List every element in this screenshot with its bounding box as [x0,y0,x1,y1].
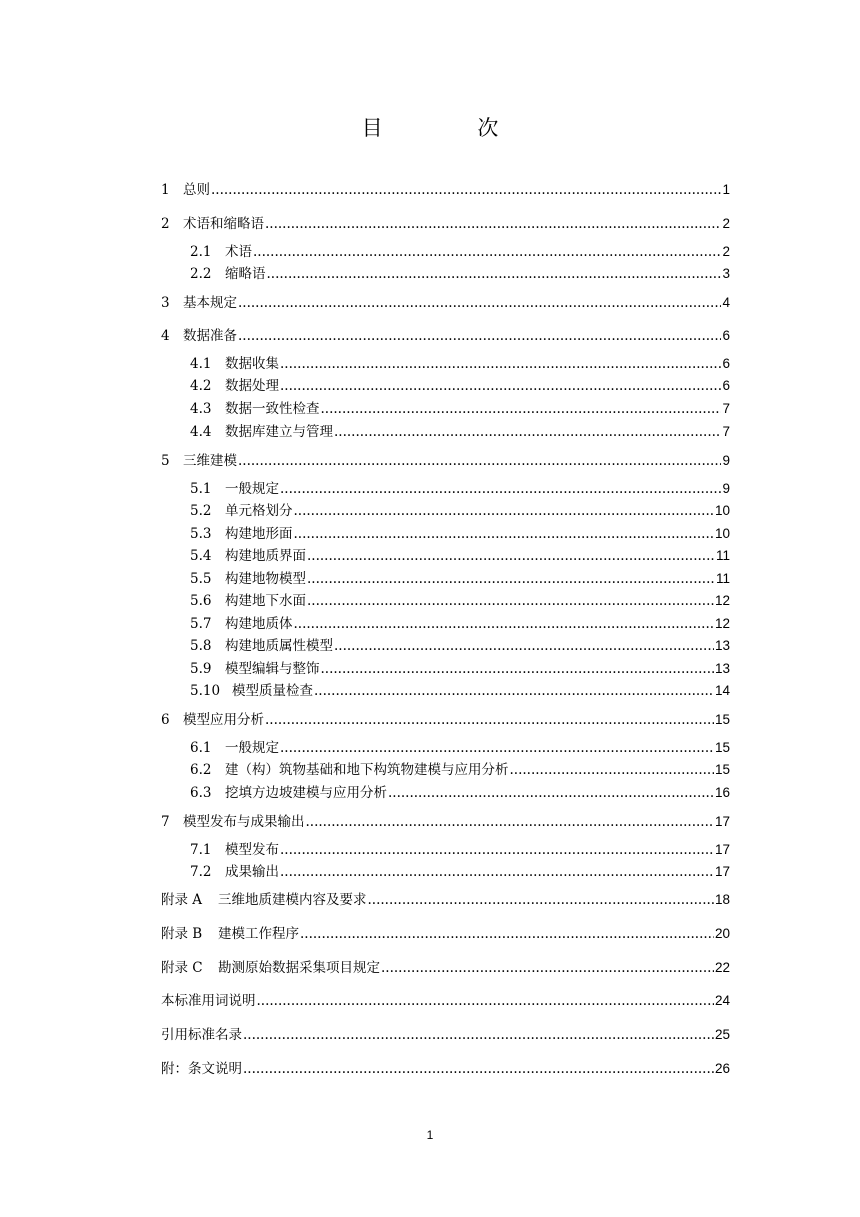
toc-entry-label: 成果输出 [225,864,279,880]
toc-entry[interactable] [190,681,730,701]
toc-entry-page: 7 [722,424,730,439]
toc-entry-page: 17 [714,842,730,857]
toc-entry-page: 12 [714,593,730,608]
dot-leader [280,354,721,374]
toc-entry[interactable] [190,264,730,284]
toc-entry-label: 构建地下水面 [225,593,306,609]
toc-entry-number: 5.7 [190,616,212,632]
toc-entry[interactable] [161,214,730,234]
toc-entry-number: 4.2 [190,378,212,394]
toc-entry[interactable] [190,546,730,566]
toc-entry-number: 5.5 [190,571,212,587]
toc-entry-page: 4 [722,295,730,310]
toc-entry-number: 5.2 [190,503,212,519]
toc-entry-number: 1 [161,182,170,198]
toc-entry-label: 总则 [183,182,210,198]
toc-entry-page: 17 [714,864,730,879]
toc-entry-page: 3 [722,266,730,281]
toc-entry-label: 建模工作程序 [218,926,299,942]
toc-entry-number: 5.3 [190,526,212,542]
toc-entry-number: 5.10 [190,683,221,699]
toc-entry-number: 6.1 [190,740,212,756]
toc-entry[interactable] [161,710,730,730]
toc-entry-page: 15 [714,712,730,727]
toc-entry-label: 缩略语 [225,266,266,282]
toc-entry-number: 7.1 [190,842,212,858]
toc-entry-number: 4 [161,328,170,344]
toc-entry[interactable] [190,501,730,521]
toc-entry-label: 模型发布与成果输出 [183,814,305,830]
dot-leader [300,924,714,944]
page-number: 1 [426,1128,434,1142]
dot-leader [294,524,714,544]
toc-entry-page: 6 [722,328,730,343]
toc-entry-label: 模型质量检查 [232,683,313,699]
toc-entry[interactable] [190,354,730,374]
dot-leader [265,710,714,730]
dot-leader [314,681,714,701]
toc-entry-label: 构建地质体 [225,616,293,632]
toc-entry-page: 12 [714,616,730,631]
toc-entry[interactable] [190,738,730,758]
toc-entry[interactable] [190,591,730,611]
toc-entry-number: 5.6 [190,593,212,609]
toc-entry[interactable] [161,958,730,978]
toc-entry[interactable] [190,862,730,882]
toc-entry-number: 4.4 [190,424,212,440]
toc-entry-page: 2 [722,216,730,231]
toc-entry[interactable] [190,783,730,803]
toc-entry-page: 9 [722,453,730,468]
toc-entry-number: 2 [161,216,170,232]
toc-entry[interactable] [190,479,730,499]
toc-entry-page: 10 [714,526,730,541]
toc-entry-label: 构建地质属性模型 [225,638,333,654]
toc-entry[interactable] [161,180,730,200]
dot-leader [280,479,721,499]
toc-entry-page: 25 [714,1027,730,1042]
toc-entry-page: 15 [714,740,730,755]
dot-leader [267,264,722,284]
toc-entry-label: 模型编辑与整饰 [225,661,320,677]
toc-entry-number: 5.8 [190,638,212,654]
dot-leader [243,1059,714,1079]
toc-entry-label: 数据处理 [225,378,279,394]
toc-entry[interactable] [190,376,730,396]
toc-entry-page: 7 [722,401,730,416]
toc-entry-label: 本标准用词说明 [161,993,256,1009]
toc-entry-number: 7.2 [190,864,212,880]
toc-entry-label: 引用标准名录 [161,1027,242,1043]
toc-entry-label: 构建地质界面 [225,548,306,564]
toc-entry[interactable] [161,451,730,471]
toc-entry[interactable] [190,614,730,634]
toc-entry-page: 16 [714,785,730,800]
toc-entry[interactable] [161,991,730,1011]
toc-entry-page: 9 [722,481,730,496]
toc-entry-number: 4.3 [190,401,212,417]
dot-leader [321,659,714,679]
toc-title: 目 次 [361,116,543,140]
dot-leader [238,451,721,471]
dot-leader [280,376,721,396]
toc-entry-number: 附录 C [161,960,203,976]
dot-leader [306,812,714,832]
dot-leader [388,783,714,803]
dot-leader [307,569,715,589]
toc-entry[interactable] [190,242,730,262]
dot-leader [368,890,714,910]
toc-entry[interactable] [190,569,730,589]
toc-entry-label: 术语和缩略语 [183,216,264,232]
toc-entry-label: 挖填方边坡建模与应用分析 [225,785,387,801]
dot-leader [307,546,715,566]
toc-entry-number: 6.3 [190,785,212,801]
dot-leader [280,862,714,882]
toc-entry-page: 20 [714,926,730,941]
dot-leader [307,591,714,611]
toc-entry[interactable] [190,399,730,419]
toc-entry-number: 3 [161,295,170,311]
toc-entry-label: 三维地质建模内容及要求 [218,892,367,908]
dot-leader [211,180,721,200]
toc-entry[interactable] [161,1025,730,1045]
toc-entry-label: 一般规定 [225,740,279,756]
toc-entry-page: 11 [715,548,730,563]
toc-entry[interactable] [190,524,730,544]
toc-entry-number: 2.1 [190,244,212,260]
toc-entry-label: 术语 [225,244,252,260]
toc-entry-label: 数据一致性检查 [225,401,320,417]
dot-leader [381,958,714,978]
toc-entry-label: 附：条文说明 [161,1061,242,1077]
toc-entry-label: 建（构）筑物基础和地下构筑物建模与应用分析 [225,762,509,778]
toc-entry[interactable] [190,840,730,860]
toc-entry-label: 三维建模 [183,453,237,469]
toc-entry[interactable] [161,890,730,910]
toc-entry-page: 6 [722,356,730,371]
dot-leader [280,738,714,758]
toc-entry-page: 14 [714,683,730,698]
toc-entry-page: 11 [715,571,730,586]
toc-entry[interactable] [161,812,730,832]
toc-entry-label: 勘测原始数据采集项目规定 [218,960,380,976]
dot-leader [294,614,714,634]
toc-entry-label: 模型应用分析 [183,712,264,728]
toc-entry-label: 数据收集 [225,356,279,372]
toc-entry-page: 10 [714,503,730,518]
toc-entry[interactable] [190,636,730,656]
toc-entry-page: 22 [714,960,730,975]
dot-leader [238,293,721,313]
toc-entry-page: 13 [714,638,730,653]
toc-entry[interactable] [161,293,730,313]
toc-entry-label: 构建地物模型 [225,571,306,587]
toc-entry-number: 附录 A [161,892,203,908]
toc-entry[interactable] [190,422,730,442]
toc-entry[interactable] [161,326,730,346]
dot-leader [510,760,714,780]
toc-entry-number: 6 [161,712,170,728]
toc-entry-number: 5.9 [190,661,212,677]
dot-leader [280,840,714,860]
toc-entry-page: 15 [714,762,730,777]
toc-entry-number: 附录 B [161,926,203,942]
toc-entry[interactable] [161,924,730,944]
dot-leader [243,1025,714,1045]
toc-entry-label: 数据准备 [183,328,237,344]
dot-leader [334,422,721,442]
toc-entry-number: 5 [161,453,170,469]
toc-entry-number: 5.1 [190,481,212,497]
toc-entry-label: 数据库建立与管理 [225,424,333,440]
toc-entry-label: 单元格划分 [225,503,293,519]
toc-entry-page: 17 [714,814,730,829]
toc-entry-label: 一般规定 [225,481,279,497]
toc-entry-page: 26 [714,1061,730,1076]
dot-leader [238,326,721,346]
toc-entry-number: 6.2 [190,762,212,778]
dot-leader [294,501,714,521]
toc-entry[interactable] [161,1059,730,1079]
toc-entry-page: 13 [714,661,730,676]
toc-entry-page: 6 [722,378,730,393]
toc-entry-number: 7 [161,814,170,830]
toc-entry-label: 模型发布 [225,842,279,858]
dot-leader [334,636,714,656]
toc-entry[interactable] [190,659,730,679]
dot-leader [257,991,714,1011]
toc-entry-number: 4.1 [190,356,212,372]
toc-entry-number: 5.4 [190,548,212,564]
dot-leader [253,242,721,262]
dot-leader [321,399,722,419]
toc-entry-page: 1 [722,182,730,197]
toc-entry[interactable] [190,760,730,780]
toc-entry-label: 构建地形面 [225,526,293,542]
toc-entry-page: 18 [714,892,730,907]
toc-entry-number: 2.2 [190,266,212,282]
toc-entry-label: 基本规定 [183,295,237,311]
dot-leader [265,214,721,234]
toc-entry-page: 24 [714,993,730,1008]
toc-entry-page: 2 [722,244,730,259]
